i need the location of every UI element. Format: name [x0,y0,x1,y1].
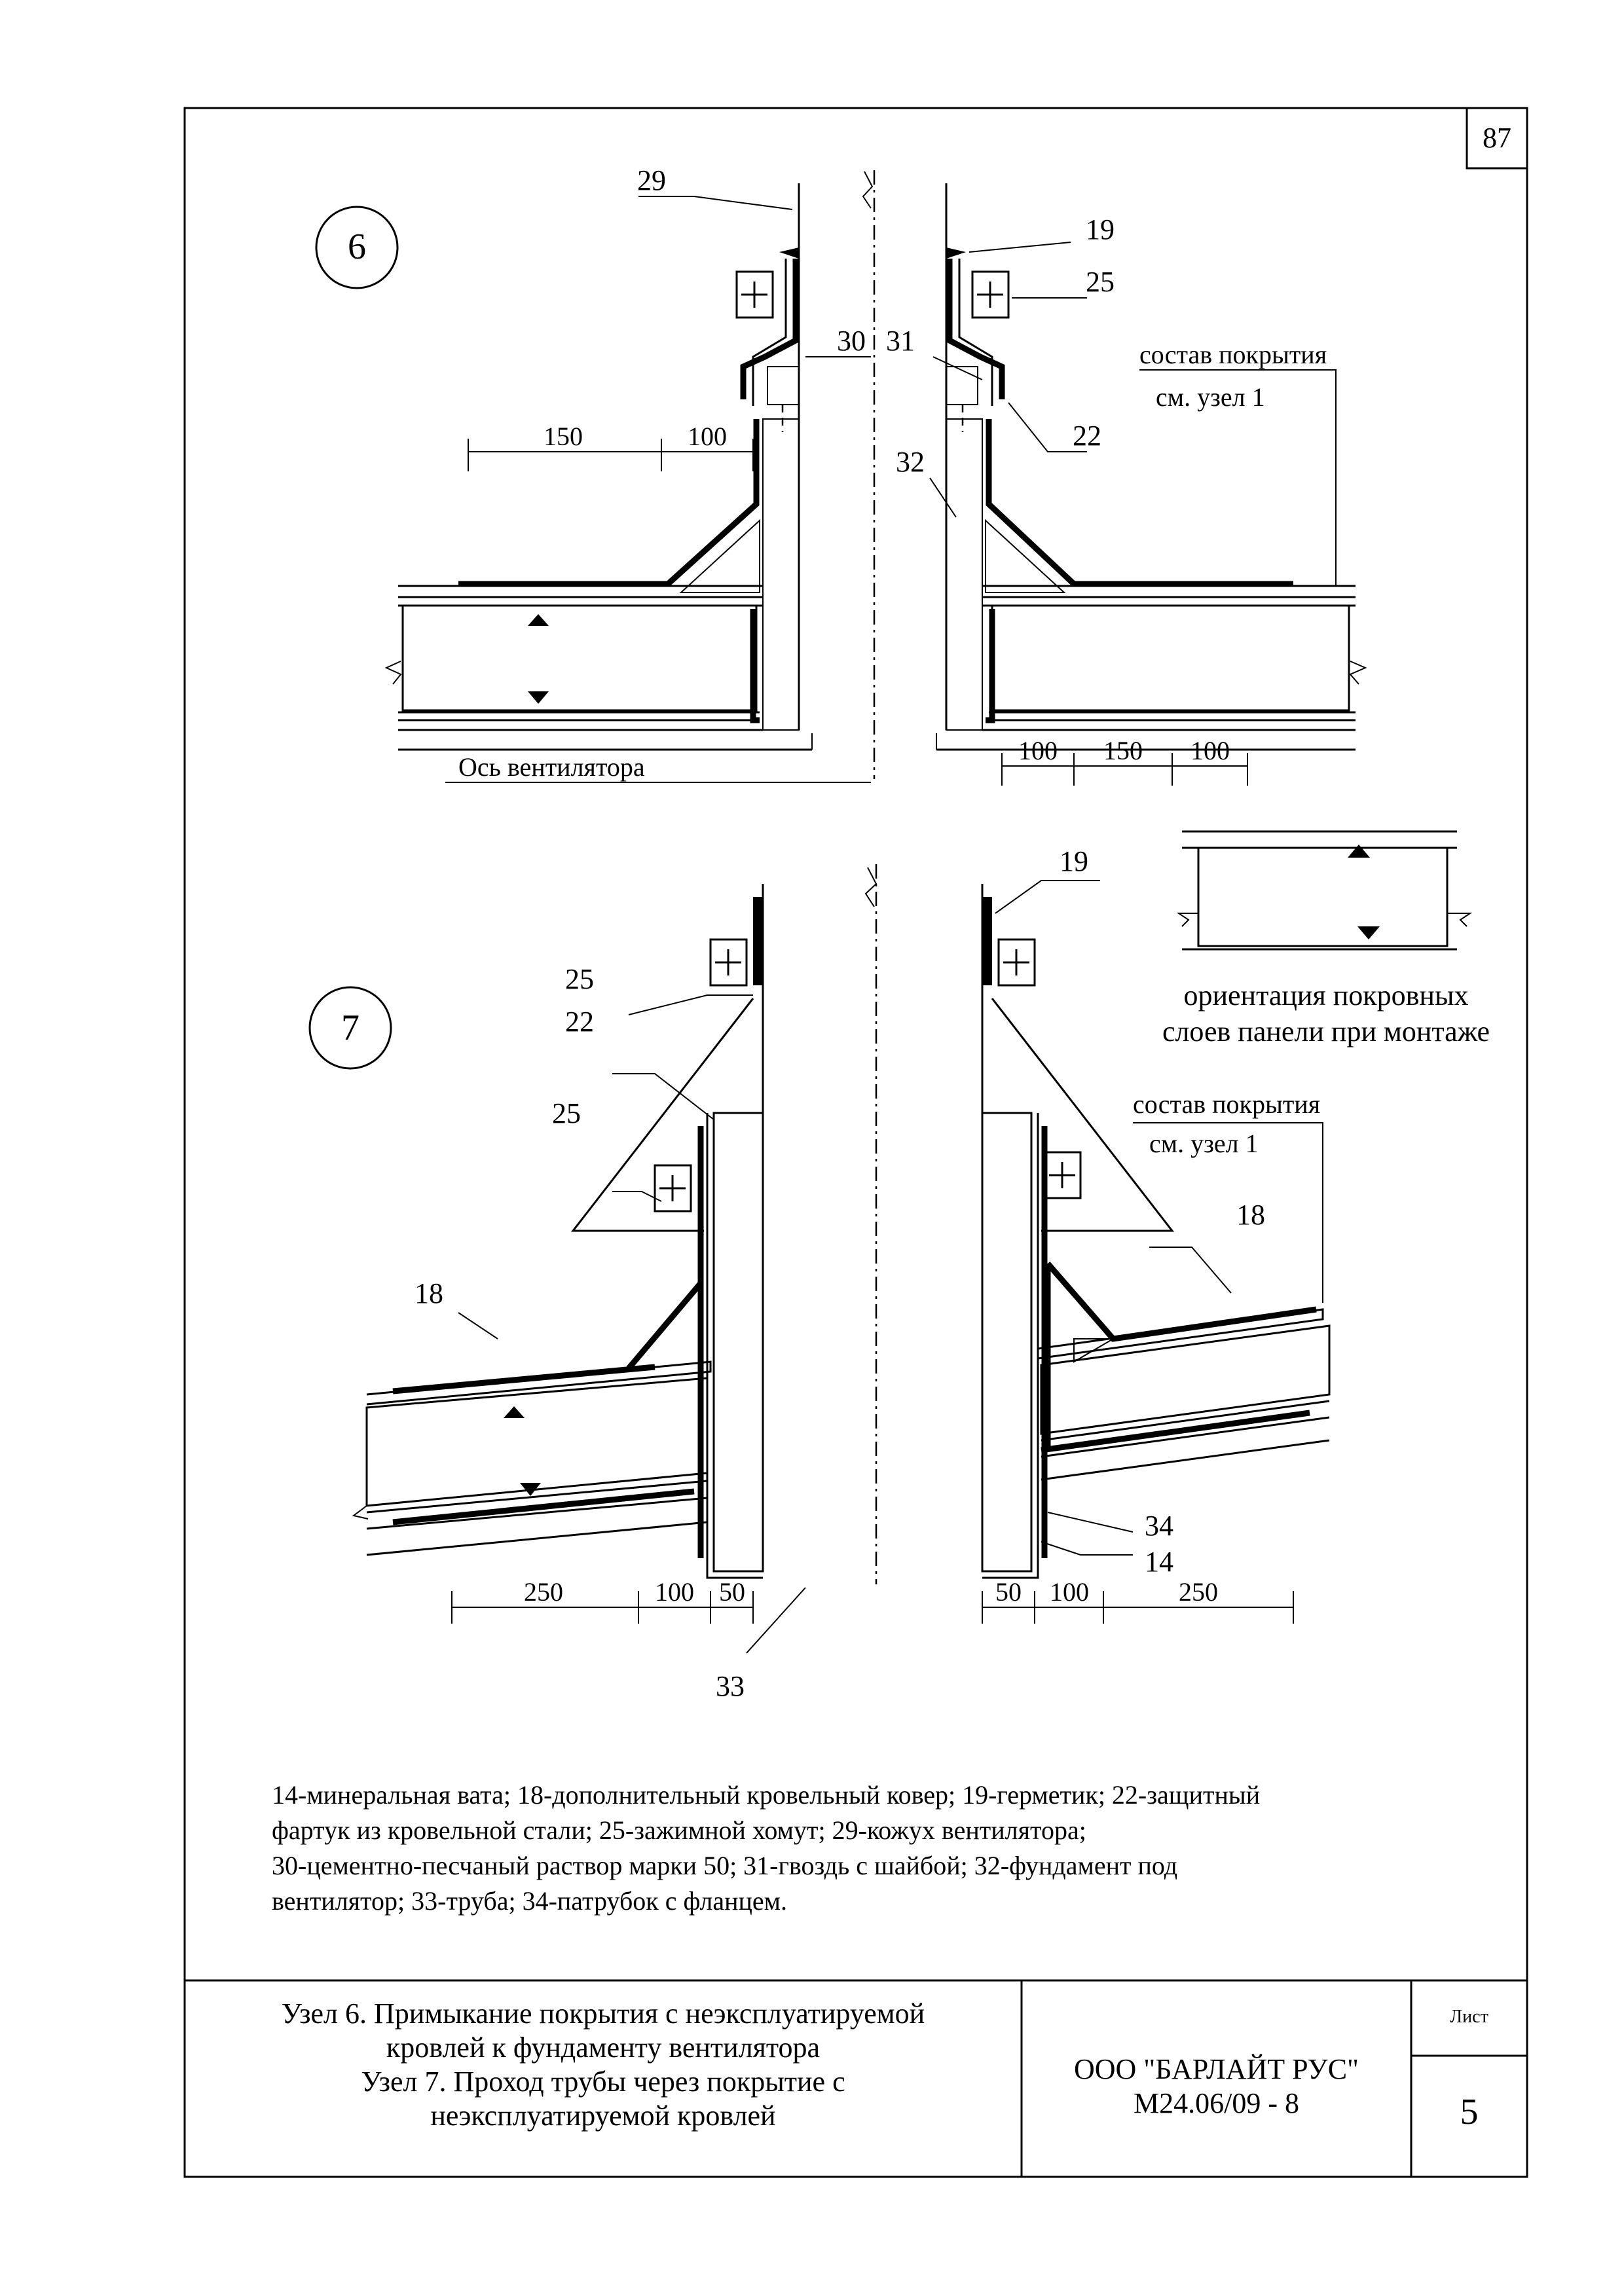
panel-orientation-diagram [1179,831,1470,949]
legend-line-2: фартук из кровельной стали; 25-зажимной хомут; 29-кожух вентилятора; [272,1815,1086,1845]
n7-dim-left-1: 100 [655,1577,694,1607]
node-6-number: 6 [348,227,366,267]
n6-label-25: 25 [1086,266,1115,298]
n7-label-14: 14 [1145,1546,1173,1578]
n7-label-25a: 25 [565,963,594,995]
n6-dim-right-1: 150 [1103,736,1143,765]
sheet-number-top: 87 [1483,122,1511,154]
n6-note-line2: см. узел 1 [1156,382,1265,412]
n7-label-33: 33 [716,1670,745,1702]
n7-label-25b: 25 [552,1097,581,1129]
n6-label-29: 29 [637,164,666,196]
n6-label-22: 22 [1073,420,1101,452]
document-code: М24.06/09 - 8 [1134,2087,1299,2119]
n7-label-18b: 18 [1236,1199,1265,1231]
legend [272,1777,1450,1919]
n7-label-34: 34 [1145,1510,1173,1542]
n7-dim-right-1: 100 [1050,1577,1089,1607]
node-6-drawing [316,170,1365,786]
n6-dim-left-0: 150 [544,422,583,451]
company-name: ООО "БАРЛАЙТ РУС" [1073,2053,1359,2085]
title-line-3: Узел 7. Проход трубы через покрытие с [361,2066,845,2098]
sheet-number: 5 [1460,2092,1479,2132]
n7-label-22: 22 [565,1006,594,1038]
n7-note-line2: см. узел 1 [1149,1129,1259,1158]
title-line-2: кровлей к фундаменту вентилятора [386,2032,821,2064]
legend-line-3: 30-цементно-песчаный раствор марки 50; 31-гвоздь с шайбой; 32-фундамент под [272,1851,1178,1880]
sheet-label: Лист [1450,2007,1488,2027]
n6-dim-right-2: 100 [1190,736,1230,765]
panel-caption-line1: ориентация покровных [1183,979,1469,1011]
n6-axis-label: Ось вентилятора [458,752,645,782]
legend-line-1: 14-минеральная вата; 18-дополнительный кровельный ковер; 19-герметик; 22-защитный [272,1780,1261,1810]
n7-dim-right-2: 250 [1179,1577,1218,1607]
node-7-drawing [310,864,1329,1653]
title-block-title [185,1997,1022,2133]
n7-note-line1: состав покрытия [1133,1089,1321,1119]
n6-dim-right-0: 100 [1018,736,1058,765]
n6-label-31: 31 [886,325,915,357]
title-block-company [1022,2052,1411,2121]
n6-note-line1: состав покрытия [1139,340,1327,369]
n6-label-32: 32 [896,446,925,478]
n6-label-19: 19 [1086,213,1115,246]
n7-dim-right-0: 50 [995,1577,1022,1607]
title-line-4: неэксплуатируемой кровлей [430,2100,776,2132]
n6-label-30: 30 [837,325,866,357]
n7-dim-left-0: 250 [524,1577,563,1607]
n7-dim-left-2: 50 [719,1577,745,1607]
legend-line-4: вентилятор; 33-труба; 34-патрубок с фланцем. [272,1886,787,1916]
n6-dim-left-1: 100 [688,422,727,451]
n7-label-18a: 18 [415,1277,443,1309]
node-7-number: 7 [341,1008,360,1048]
panel-caption-line2: слоев панели при монтаже [1162,1015,1490,1048]
n7-label-19: 19 [1060,845,1088,877]
title-line-1: Узел 6. Примыкание покрытия с неэксплуатируемой [281,1997,925,2030]
